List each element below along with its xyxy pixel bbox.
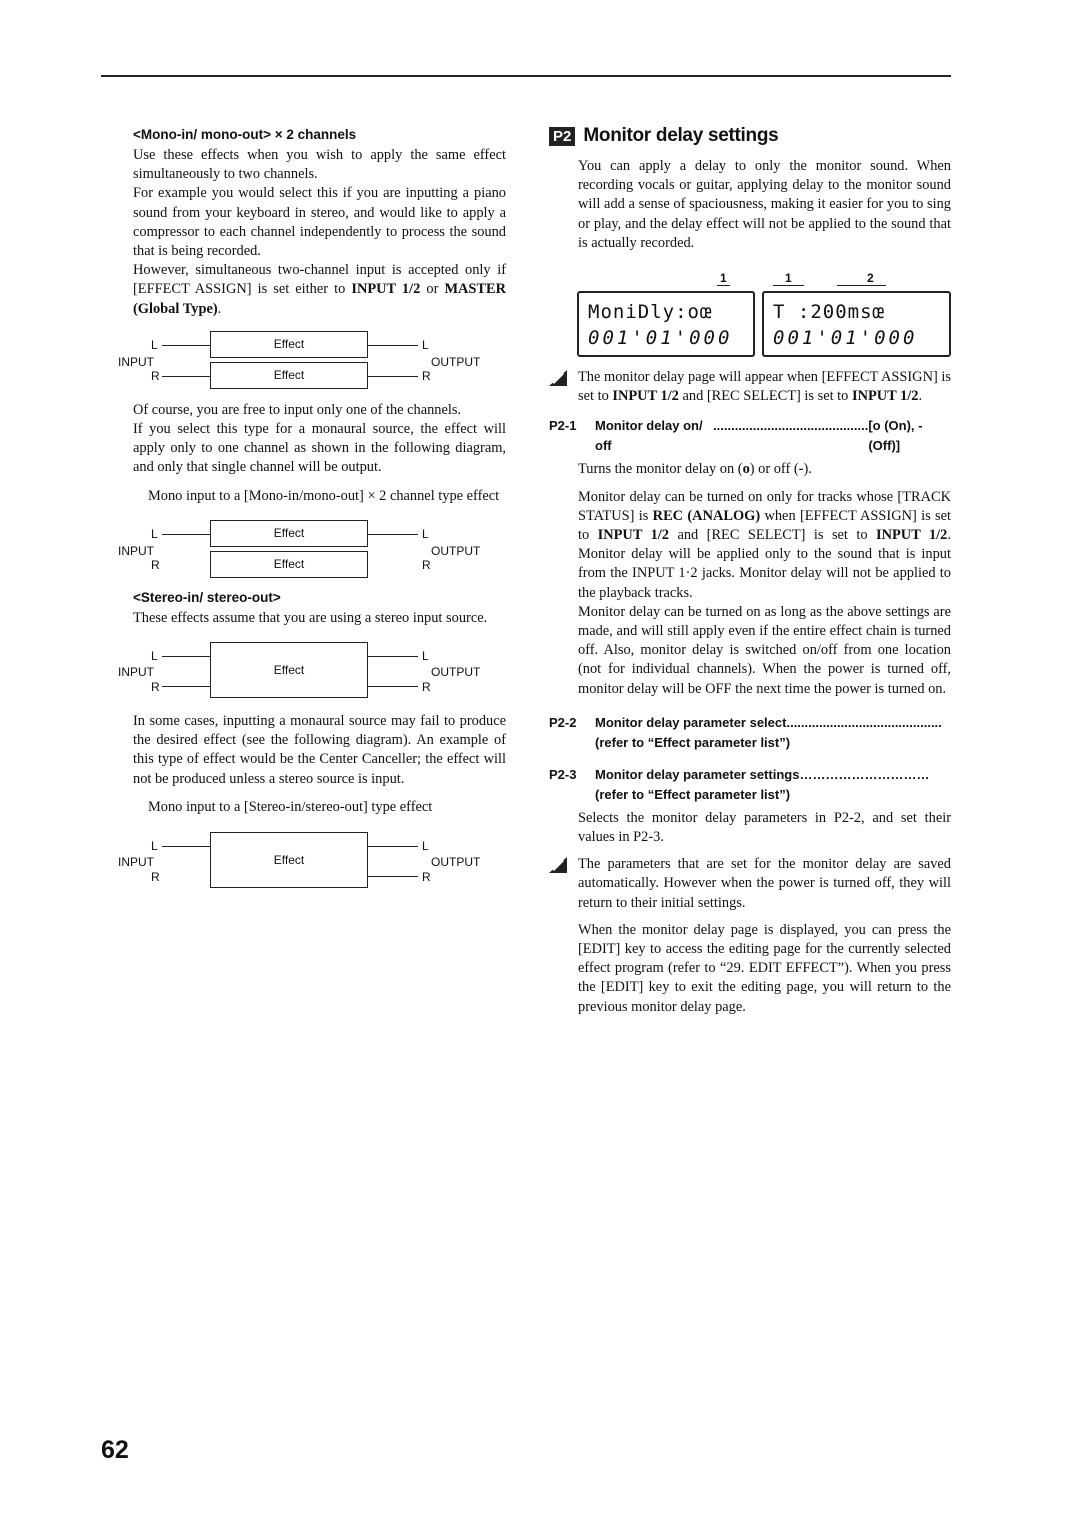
stereo-paragraph-2: In some cases, inputting a monaural source may fail to produce the desired effect (see the following diagram). An example of this type of effect would be the Center Canceller; the effect will not be produced unless a stereo source is input.: [133, 713, 506, 787]
stereo-paragraph-3: Mono input to a [Stereo-in/stereo-out] type effect: [148, 798, 433, 815]
note-pencil-icon: [549, 857, 567, 873]
mono-paragraph-4: Of course, you are free to input only one of the channels.: [133, 401, 462, 418]
lcd-screen-2: [762, 291, 951, 357]
diagram-input: INPUT: [118, 665, 154, 680]
p2-1-paragraph-2: Monitor delay can be turned on only for tracks whose [TRACK STATUS] is REC (ANALOG) when [EFFECT ASSIGN] is set to INPUT 1/2 and [REC SELECT] is set to INPUT 1/2. Monitor delay will be applied only to the sound that is input from the INPUT 1·2 jacks. Monitor delay will not be applied to the playback tracks.: [578, 488, 951, 601]
lcd-indicator-1: 1: [717, 271, 730, 285]
diagram-output: OUTPUT: [431, 665, 481, 680]
diagram-r-in: R: [151, 680, 160, 695]
note-2: [549, 855, 951, 913]
diagram-mono-into-dual: [118, 520, 503, 590]
param-p2-2-label: Monitor delay parameter select: [595, 714, 787, 730]
leader-dots: …………………………: [799, 766, 930, 782]
diagram-l-in: L: [151, 839, 158, 854]
lcd1-top-line: MoniDly:oœ: [588, 301, 713, 324]
mono-paragraph-6: Mono input to a [Mono-in/mono-out] × 2 channel type effect: [148, 487, 500, 504]
diagram-r-in: R: [151, 557, 160, 572]
effect-box-l: Effect: [210, 520, 368, 547]
effect-box-r: Effect: [210, 551, 368, 578]
left-column: [118, 127, 507, 892]
p2-1-paragraph-3: Monitor delay can be turned on as long as the above settings are made, and will still apply even if the entire effect chain is turned off. Also, monitor delay is switched on/off from one location (not for individual channels). When the power is turned off, monitor delay will be OFF the next time the power is turned on.: [578, 603, 951, 697]
param-p2-3-ref: (refer to “Effect parameter list”): [595, 786, 791, 802]
section-badge: P2: [549, 127, 575, 146]
diagram-l-in: L: [151, 649, 158, 664]
right-column: [549, 125, 951, 1017]
diagram-l-in: L: [151, 526, 158, 541]
diagram-l-in: L: [151, 337, 158, 352]
lcd-screen-1: [577, 291, 755, 357]
diagram-mono-into-stereo: [118, 832, 503, 892]
diagram-input: INPUT: [118, 543, 154, 558]
diagram-output: OUTPUT: [431, 855, 481, 870]
param-p2-1: [549, 416, 951, 456]
leader-dots: ...........................................: [713, 418, 869, 434]
lcd-display: [577, 271, 951, 366]
diagram-r-out: R: [422, 368, 431, 383]
intro-paragraph: You can apply a delay to only the monitor sound. When recording vocals or guitar, applying delay to the monitor sound will add a sense of spaciousness, making it easier for you to sing or play, and the delay effect will not be applied to the sound that is actually recorded.: [578, 158, 951, 251]
effect-box-l: Effect: [210, 331, 368, 358]
page-number: 62: [101, 1436, 129, 1464]
diagram-r-in: R: [151, 870, 160, 885]
note-1-text: The monitor delay page will appear when [EFFECT ASSIGN] is set to INPUT 1/2 and [REC SELECT] is set to INPUT 1/2.: [578, 369, 951, 405]
diagram-l-out: L: [422, 526, 429, 541]
last-paragraph: When the monitor delay page is displayed, you can press the [EDIT] key to access the editing page for the currently selected effect program (refer to “29. EDIT EFFECT”). When you press the [EDIT] key to exit the editing page, you will return to the previous monitor delay page.: [578, 921, 951, 1015]
section-title: [549, 125, 951, 147]
mono-paragraph-5: If you select this type for a monaural source, the effect will apply only to one channel as shown in the following diagram, and only that single channel will be output.: [133, 421, 506, 476]
p2-1-paragraph-1: Turns the monitor delay on (o) or off (-).: [578, 461, 812, 478]
lcd-indicator-2: 1: [773, 271, 804, 285]
mono-paragraph-3: However, simultaneous two-channel input is accepted only if [EFFECT ASSIGN] is set either to INPUT 1/2 or MASTER (Global Type).: [133, 262, 507, 317]
diagram-stereo: [118, 642, 503, 712]
lcd-indicator-3: 2: [837, 271, 886, 285]
mono-paragraph-2: For example you would select this if you are inputting a piano sound from your keyboard in stereo, and would like to apply a compressor to each channel independently to process the sound that is being recorded.: [133, 185, 506, 260]
leader-dots: ...........................................: [786, 714, 942, 730]
param-p2-3-number: P2-3: [549, 766, 577, 782]
stereo-heading: <Stereo-in/ stereo-out>: [133, 589, 281, 605]
diagram-l-out: L: [422, 337, 429, 352]
lcd2-bottom-line: 001'01'000: [773, 327, 918, 350]
note-2-text: The parameters that are set for the monitor delay are saved automatically. However when the power is turned off, they will return to their initial settings.: [578, 856, 951, 911]
note-pencil-icon: [549, 370, 567, 386]
param-p2-1-label: Monitor delay on/ off: [595, 418, 703, 454]
diagram-r-out: R: [422, 557, 431, 572]
mono-heading: <Mono-in/ mono-out> × 2 channels: [133, 127, 357, 142]
param-p2-3-label: Monitor delay parameter settings: [595, 766, 800, 782]
param-p2-2: [549, 713, 951, 753]
param-p2-1-number: P2-1: [549, 418, 577, 434]
note-1: [549, 368, 951, 406]
diagram-input: INPUT: [118, 855, 154, 870]
effect-box-r: Effect: [210, 362, 368, 389]
mono-paragraph-1: Use these effects when you wish to apply the same effect simultaneously to two channels.: [133, 147, 506, 183]
diagram-r-out: R: [422, 870, 431, 885]
top-rule: [101, 75, 951, 77]
diagram-r-out: R: [422, 680, 431, 695]
diagram-r-in: R: [151, 368, 160, 383]
lcd2-top-line: T :200msœ: [773, 301, 885, 324]
effect-box-stereo: Effect: [210, 642, 368, 698]
effect-box-stereo: Effect: [210, 832, 368, 888]
diagram-l-out: L: [422, 649, 429, 664]
diagram-dual-mono: [118, 331, 503, 401]
diagram-l-out: L: [422, 839, 429, 854]
lcd1-bottom-line: 001'01'000: [588, 327, 733, 350]
param-p2-3: [549, 765, 951, 805]
diagram-output: OUTPUT: [431, 354, 481, 369]
param-p2-2-ref: (refer to “Effect parameter list”): [595, 734, 791, 750]
diagram-input: INPUT: [118, 354, 154, 369]
section-heading: Monitor delay settings: [583, 125, 779, 146]
diagram-output: OUTPUT: [431, 543, 481, 558]
p2-3-paragraph: Selects the monitor delay parameters in P2-2, and set their values in P2-3.: [578, 809, 951, 846]
param-p2-2-number: P2-2: [549, 714, 577, 730]
stereo-paragraph-1: These effects assume that you are using a stereo input source.: [133, 609, 488, 626]
param-p2-1-value: [o (On), - (Off)]: [868, 418, 923, 454]
